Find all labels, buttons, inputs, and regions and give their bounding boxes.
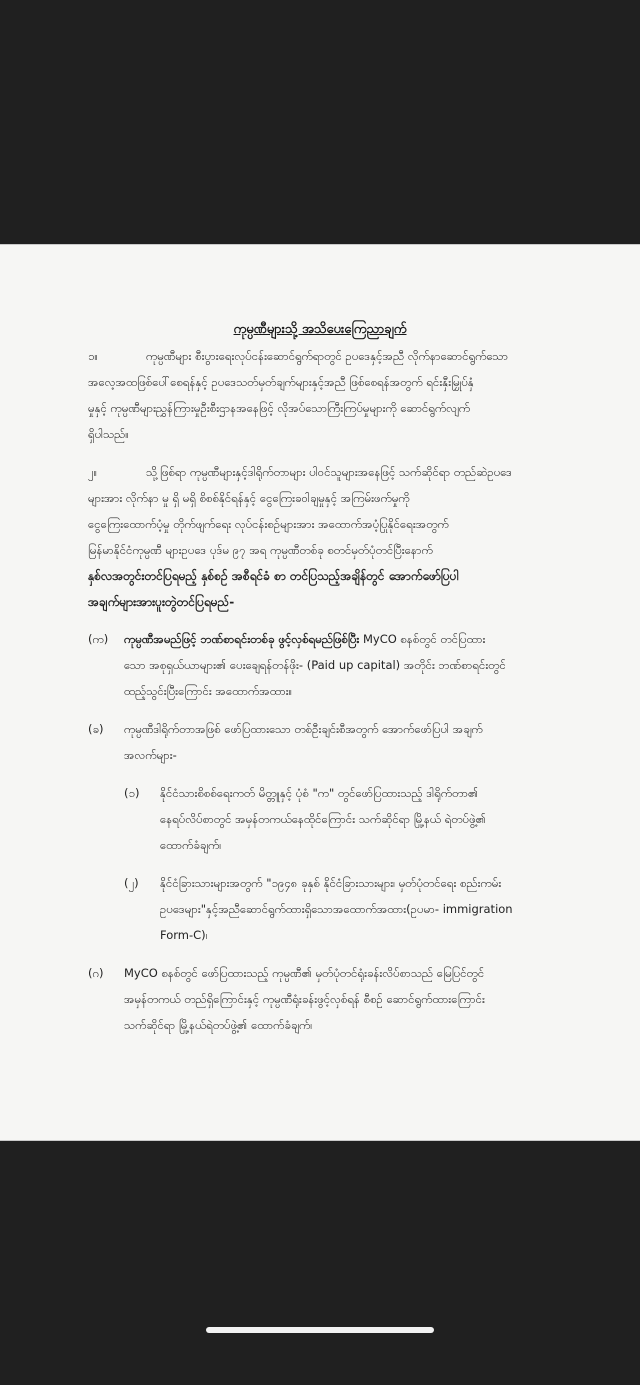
para2-bold-line-2: အချက်များအားပူးတွဲတင်ပြရမည်- <box>88 595 235 609</box>
sub2-line-2: ဥပဒေများ"နှင့်အညီဆောင်ရွက်ထားရှိသောအထောက်အထား(ဥပမာ- immigration <box>160 902 513 916</box>
para2-line-4: မြန်မာနိုင်ငံကုမ္ပဏီ များဥပဒေ ပုဒ်မ ၉၇ အရ ကုမ္ပဏီတစ်ခု စတင်မှတ်ပုံတင်ပြီးနောက် <box>88 543 433 557</box>
item-kha-line-1: ကုမ္ပဏီဒါရိုက်တာအဖြစ် ဖော်ပြထားသော တစ်ဦးချင်းစီအတွက် အောက်ဖော်ပြပါ အချက် <box>124 722 483 736</box>
item-ka-line-3: ထည့်သွင်းပြီးကြောင်း အထောက်အထား။ <box>124 684 293 698</box>
para1-line-2: အလေ့အထဖြစ်ပေါ်စေရန်နှင့် ဥပဒေသတ်မှတ်ချက်များနှင့်အညီ ဖြစ်စေရန်အတွက် ရင်းနှီးမြှုပ်နှံ <box>88 375 474 389</box>
item-ka-first-rest: MyCO စနစ်တွင် တင်ပြထား <box>359 632 486 646</box>
para1-line-1: ကုမ္ပဏီများ စီးပွားရေးလုပ်ငန်းဆောင်ရွက်ရာတွင် ဥပဒေနှင့်အညီ လိုက်နာဆောင်ရွက်သော <box>146 349 509 363</box>
para2-line-2: များအား လိုက်နာ မှု ရှိ မရှိ စိစစ်နိုင်ရန်နှင့် ငွေကြေးခဝါချမှုနှင့် အကြမ်းဖက်မှုကို <box>88 491 410 505</box>
item-ka-marker: (က) <box>88 632 109 646</box>
sub2-line-1: နိုင်ငံခြားသားများအတွက် "၁၉၄၈ ခုနှစ် နိုင်ငံခြားသားများ၊ မှတ်ပုံတင်ရေး စည်းကမ်း <box>160 876 502 890</box>
document-page <box>0 244 640 1141</box>
para1-line-4: ရှိပါသည်။ <box>88 427 129 441</box>
sub1-marker: (၁) <box>124 786 140 800</box>
item-kha-marker: (ခ) <box>88 722 104 736</box>
item-ka-bold-lead: ကုမ္ပဏီအမည်ဖြင့် ဘဏ်စာရင်းတစ်ခု ဖွင့်လှစ်ရမည်ဖြစ်ပြီး <box>124 632 360 646</box>
sub1-line-2: နေရပ်လိပ်စာတွင် အမှန်တကယ်နေထိုင်ကြောင်း သက်ဆိုင်ရာ မြို့နယ် ရဲတပ်ဖွဲ့၏ <box>160 812 486 826</box>
item-ka-line-2: သော အစုရှယ်ယာများ၏ ပေးချေရန်တန်ဖိုး- (Paid up capital) အတိုင်း ဘဏ်စာရင်းတွင် <box>124 658 506 672</box>
sub1-line-1: နိုင်ငံသားစိစစ်ရေးကတ် မိတ္တူနှင့် ပုံစံ "က" တွင်ဖော်ပြထားသည့် ဒါရိုက်တာ၏ <box>160 786 479 800</box>
item-ga-marker: (ဂ) <box>88 966 104 980</box>
document-title: ကုမ္ပဏီများသို့ အသိပေးကြေညာချက် <box>233 322 407 337</box>
para2-line-1: သို့ဖြစ်ရာ ကုမ္ပဏီများနှင့်ဒါရိုက်တာများ ပါဝင်သူများအနေဖြင့် သက်ဆိုင်ရာ တည်ဆဲဥပဒေ <box>146 465 513 479</box>
para2-marker: ၂။ <box>88 465 98 479</box>
item-ga-line-1: MyCO စနစ်တွင် ဖော်ပြထားသည့် ကုမ္ပဏီ၏ မှတ်ပုံတင်ရုံးခန်းလိပ်စာသည် မြေပြင်တွင် <box>124 966 485 980</box>
sub2-marker: (၂) <box>124 876 139 890</box>
item-kha-line-2: အလက်များ- <box>124 748 177 762</box>
sub1-line-3: ထောက်ခံချက်၊ <box>160 838 222 852</box>
home-indicator[interactable] <box>206 1327 434 1333</box>
item-ka-line-1 <box>124 630 485 648</box>
para1-line-3: မှုနှင့် ကုမ္ပဏီများညွှန်ကြားမှုဦးစီးဌာနအနေဖြင့် လိုအပ်သောကြီးကြပ်မှုများကို ဆောင်ရွက်လျက် <box>88 401 471 415</box>
item-ga-line-3: သက်ဆိုင်ရာ မြို့နယ်ရဲတပ်ဖွဲ့၏ ထောက်ခံချက်၊ <box>124 1018 313 1032</box>
para2-line-3: ငွေကြေးထောက်ပံ့မှု တိုက်ဖျက်ရေး လုပ်ငန်းစဉ်များအား အထောက်အပံ့ပြုနိုင်ရေးအတွက် <box>88 517 449 531</box>
sub2-line-3: Form-C)၊ <box>160 928 208 942</box>
para1-marker: ၁။ <box>88 349 98 363</box>
para2-bold-line-1: နှစ်လအတွင်းတင်ပြရမည့် နှစ်စဉ် အစီရင်ခံ စာ တင်ပြသည့်အချိန်တွင် အောက်ဖော်ပြပါ <box>88 569 459 583</box>
item-ga-line-2: အမှန်တကယ် တည်ရှိကြောင်းနှင့် ကုမ္ပဏီရုံးခန်းဖွင့်လှစ်ရန် စီစဉ် ဆောင်ရွက်ထားကြောင်း <box>124 992 485 1006</box>
